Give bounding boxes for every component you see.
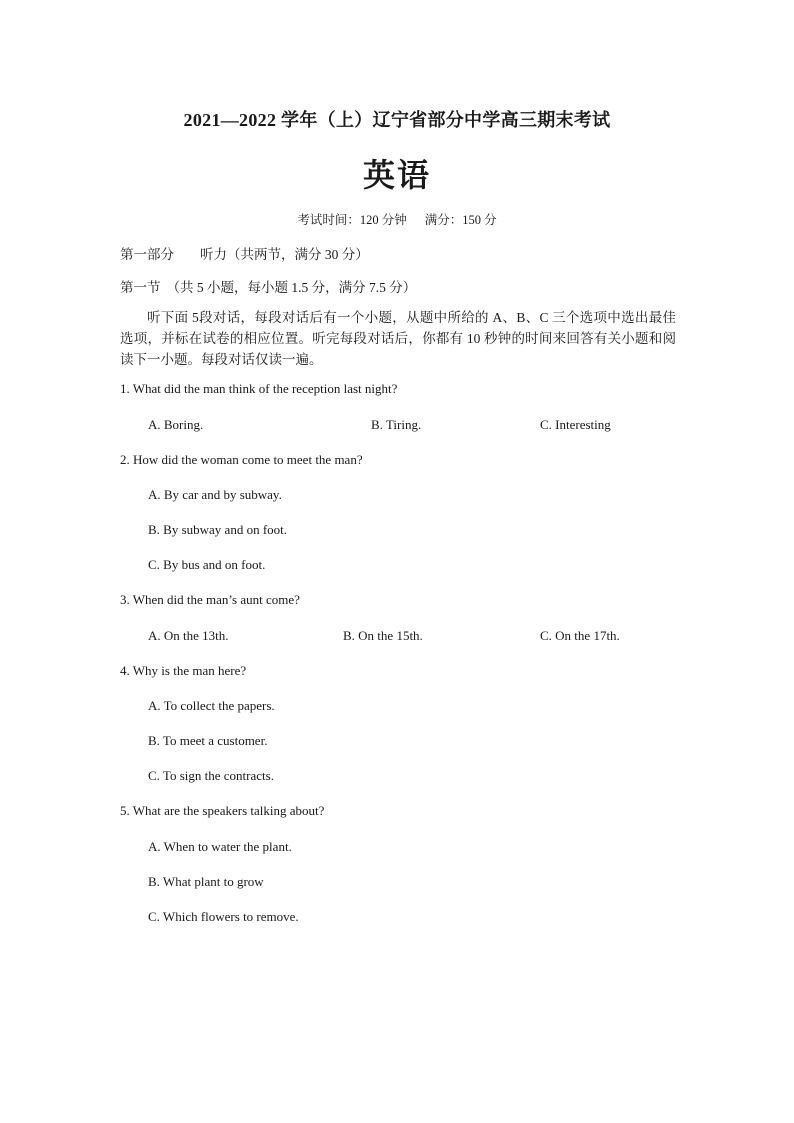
- question-option: A. To collect the papers.: [148, 698, 275, 713]
- question-option: A. When to water the plant.: [148, 839, 292, 854]
- question-stem: 1. What did the man think of the reception last night?: [120, 381, 398, 396]
- section-label: 第一节: [120, 280, 161, 295]
- section-instructions: 听下面 5段对话，每段对话后有一个小题，从题中所给的 A、B、C 三个选项中选出最佳选项，并标在试卷的相应位置。听完每段对话后，你都有 10 秒钟的时间来回答有关小题和阅读下一小题。每段对话仅读一遍。: [120, 310, 676, 367]
- question-option: C. On the 17th.: [540, 628, 620, 643]
- question-stem: 3. When did the man’s aunt come?: [120, 592, 300, 607]
- question-option: A. On the 13th.: [148, 628, 229, 643]
- question-stem: 2. How did the woman come to meet the man?: [120, 452, 363, 467]
- question-option: B. Tiring.: [371, 417, 422, 432]
- question-option: C. By bus and on foot.: [148, 557, 266, 572]
- question-option: B. What plant to grow: [148, 874, 264, 889]
- question-stem: 4. Why is the man here?: [120, 663, 247, 678]
- exam-time: 考试时间：120 分钟: [297, 213, 407, 227]
- exam-score: 满分：150 分: [424, 213, 497, 227]
- question-option: C. To sign the contracts.: [148, 768, 274, 783]
- exam-info: [0, 210, 794, 228]
- subject-heading: 英语: [362, 157, 431, 193]
- section-desc: （共 5 小题，每小题 1.5 分，满分 7.5 分）: [166, 280, 417, 295]
- question-option: B. To meet a customer.: [148, 733, 268, 748]
- question-option: A. By car and by subway.: [148, 487, 282, 502]
- question-option: A. Boring.: [148, 417, 204, 432]
- question-option: B. On the 15th.: [343, 628, 423, 643]
- part-label: 第一部分: [120, 247, 174, 262]
- question-stem: 5. What are the speakers talking about?: [120, 803, 325, 818]
- part-heading: [120, 243, 369, 263]
- exam-title: 2021—2022 学年（上）辽宁省部分中学高三期末考试: [183, 110, 611, 130]
- question-option: C. Which flowers to remove.: [148, 909, 299, 924]
- section-heading: [120, 276, 416, 296]
- part-name: 听力（共两节，满分 30 分）: [200, 247, 369, 262]
- question-option: C. Interesting: [540, 417, 611, 432]
- question-option: B. By subway and on foot.: [148, 522, 288, 537]
